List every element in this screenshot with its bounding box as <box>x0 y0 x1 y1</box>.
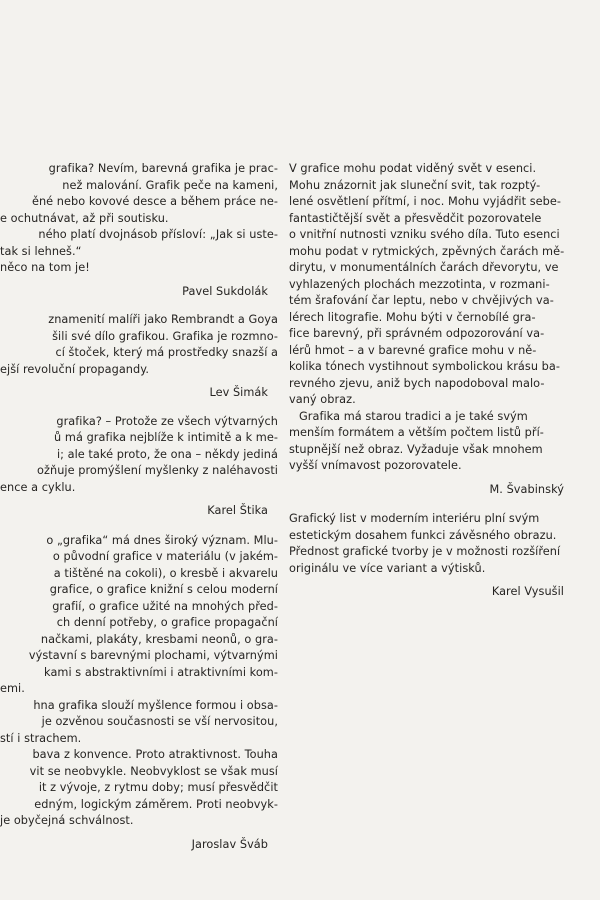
text-line: Grafika má starou tradici a je také svým <box>299 409 528 423</box>
signature: Lev Šimák <box>209 386 268 399</box>
text-line: V grafice mohu podat viděný svět v esenci. <box>289 162 537 175</box>
text-line: lérech litografie. Mohu býti v černobílé gra- <box>289 310 536 324</box>
text-line: kami s abstraktivními i atraktivními kom- <box>44 665 278 679</box>
text-line: Přednost grafické tvorby je v možnosti rozšíření <box>289 545 561 558</box>
text-line: ch denní potřeby, o grafice propagační <box>56 616 278 629</box>
text-line: je ozvěnou současnosti se vší nervositou, <box>41 715 278 728</box>
text-line: ence a cyklu. <box>0 480 76 494</box>
text-line: vyšší vnímavost pozorovatele. <box>289 459 462 472</box>
text-line: revného zjevu, aniž bych napodoboval malo- <box>289 376 545 390</box>
text-line: cí štoček, který má prostředky snazší a <box>55 346 278 359</box>
text-line: estetickým dosahem funkci závěsného obrazu. <box>289 528 557 542</box>
text-line: o „grafika“ má dnes široký význam. Mlu- <box>46 533 278 547</box>
left-text-column <box>0 161 278 853</box>
text-line: o vnitřní nutnosti vzniku svého díla. Tuto esenci <box>289 228 560 241</box>
text-line: výstavní s barevnými plochami, výtvarnými <box>28 649 278 662</box>
text-line: edným, logickým záměrem. Proti neobvyk- <box>34 797 278 811</box>
text-line: originálu ve více variant a výtisků. <box>289 561 486 575</box>
text-line: ného platí dvojnásob přísloví: „Jak si uste- <box>38 228 278 241</box>
text-line: grafika? – Protože ze všech výtvarných <box>56 414 278 428</box>
text-line: fice barevný, při správném odpozorování va- <box>289 327 545 340</box>
text-line: ožňuje promýšlení myšlenky z naléhavosti <box>37 464 278 477</box>
signature: Pavel Sukdolák <box>182 284 268 298</box>
text-line: je obyčejná schválnost. <box>0 814 134 827</box>
signature: Jaroslav Šváb <box>191 837 268 851</box>
text-line: lené osvětlení přítmí, i noc. Mohu vyjádřit sebe- <box>289 195 561 208</box>
signature: M. Švabinský <box>489 482 564 496</box>
text-line: mohu podat v rytmických, zpěvných čarách mě- <box>289 244 564 258</box>
text-line: o původní grafice v materiálu (v jakém- <box>52 550 278 563</box>
text-line: tém šrafování čar leptu, nebo v chvějivých va- <box>289 294 554 307</box>
text-line: a tištěné na cokoli), o kresbě i akvarelu <box>53 566 278 580</box>
text-line: tak si lehneš.“ <box>0 244 82 258</box>
text-line: vyhlazených plochách mezzotinta, v rozmani- <box>289 277 550 291</box>
text-line: vit se neobvykle. Neobvyklost se však musí <box>29 764 278 778</box>
quote-vysusil <box>289 511 564 601</box>
right-text-column <box>289 161 564 601</box>
text-line: grafií, o grafice užité na mnohých před- <box>52 599 278 613</box>
quote-svabinsky <box>289 161 564 498</box>
text-line: i; ale také proto, že ona – někdy jediná <box>56 447 278 461</box>
text-line: vaný obraz. <box>289 393 356 406</box>
text-line: menším formátem a větším počtem listů pří- <box>289 426 544 439</box>
signature: Karel Štika <box>207 504 268 517</box>
text-line: stupnější než obraz. Vyžaduje však mnohem <box>289 442 543 456</box>
text-line: bava z konvence. Proto atraktivnost. Touha <box>32 748 278 761</box>
text-line: ů má grafika nejblíže k intimitě a k me- <box>54 431 278 444</box>
text-line: e ochutnávat, až při soutisku. <box>0 211 169 225</box>
signature: Karel Vysušil <box>491 585 564 598</box>
text-line: stí i strachem. <box>0 731 82 745</box>
text-line: načkami, plakáty, kresbami neonů, o gra- <box>40 632 278 646</box>
quote-simak <box>0 312 278 402</box>
text-line: než malování. Grafik peče na kameni, <box>62 178 278 192</box>
text-line: něco na tom je! <box>0 261 90 274</box>
text-line: dirytu, v monumentálních čarách dřevorytu, ve <box>289 261 559 274</box>
text-line: kolika tónech vystihnout symbolickou krásu ba- <box>289 360 560 373</box>
quote-sukdolak <box>0 161 278 300</box>
text-line: šili své dílo grafikou. Grafika je rozmno- <box>52 329 278 343</box>
text-line: Grafický list v moderním interiéru plní svým <box>289 512 540 525</box>
text-line: grafice, o grafice knižní s celou moderní <box>49 583 278 596</box>
text-line: Mohu znázornit jak sluneční svit, tak rozptý- <box>289 178 541 192</box>
text-line: it z vývoje, z rytmu doby; musí přesvědčit <box>38 781 278 794</box>
text-line: grafika? Nevím, barevná grafika je prac- <box>48 162 278 175</box>
text-line: znamenití malíři jako Rembrandt a Goya <box>48 313 278 326</box>
text-line: ejší revoluční propagandy. <box>0 362 150 376</box>
quote-stika <box>0 414 278 520</box>
quote-svab <box>0 533 278 854</box>
text-line: lérů hmot – a v barevné grafice mohu v ně- <box>289 343 537 357</box>
text-line: ěné nebo kovové desce a během práce ne- <box>31 195 278 208</box>
text-line: fantastičtější svět a přesvědčit pozorovatele <box>289 211 542 225</box>
text-line: emi. <box>0 682 25 695</box>
text-line: hna grafika slouží myšlence formou i obsa- <box>33 698 278 712</box>
